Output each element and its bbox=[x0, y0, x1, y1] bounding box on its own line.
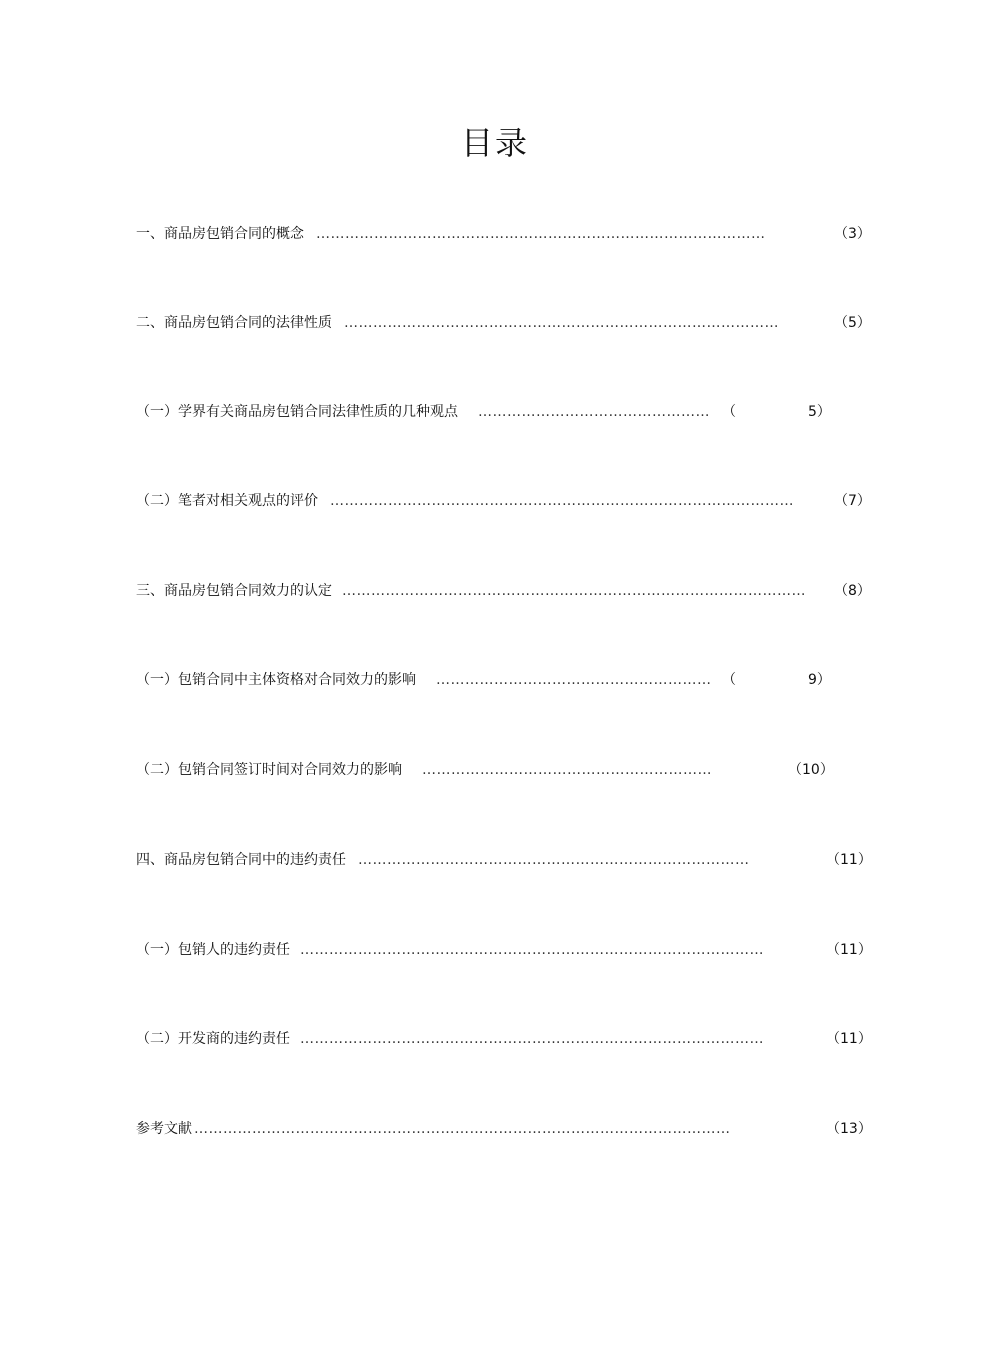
toc-entry[interactable] bbox=[136, 312, 871, 334]
toc-entry[interactable] bbox=[136, 401, 866, 423]
toc-leader: ………………………………………… bbox=[478, 404, 710, 420]
toc-leader: …………………………………………………………………………………… bbox=[330, 493, 794, 509]
toc-leader: …………………………………………………………………………………… bbox=[300, 1031, 764, 1047]
toc-page-bracket: （ bbox=[722, 404, 736, 420]
toc-page-number: （7） bbox=[834, 493, 871, 509]
toc-entry[interactable] bbox=[136, 849, 872, 871]
toc-entry[interactable] bbox=[136, 223, 871, 245]
toc-entry-text: （一）包销人的违约责任 bbox=[136, 942, 290, 958]
toc-page-number: （11） bbox=[826, 942, 872, 958]
toc-page-number: 5） bbox=[808, 404, 831, 420]
toc-page-number: （3） bbox=[834, 226, 871, 242]
toc-entry-text: （二）包销合同签订时间对合同效力的影响 bbox=[136, 762, 402, 778]
toc-entry[interactable] bbox=[136, 1118, 872, 1140]
toc-entry-text: 参考文献 bbox=[136, 1121, 192, 1137]
toc-page-number: （8） bbox=[834, 583, 871, 599]
toc-leader: …………………………………………………… bbox=[422, 762, 712, 778]
toc-entry-text: 一、商品房包销合同的概念 bbox=[136, 226, 304, 242]
toc-leader: ………………………………………………… bbox=[436, 672, 712, 688]
toc-page-number: （11） bbox=[826, 1031, 872, 1047]
toc-leader: ………………………………………………………………………………… bbox=[316, 226, 766, 242]
toc-leader: ……………………………………………………………………… bbox=[358, 852, 750, 868]
toc-page-number: （5） bbox=[834, 315, 871, 331]
toc-entry-text: 二、商品房包销合同的法律性质 bbox=[136, 315, 332, 331]
toc-entry-text: 四、商品房包销合同中的违约责任 bbox=[136, 852, 346, 868]
toc-entry-text: 三、商品房包销合同效力的认定 bbox=[136, 583, 332, 599]
toc-entry[interactable] bbox=[136, 759, 866, 781]
toc-entry-text: （二）开发商的违约责任 bbox=[136, 1031, 290, 1047]
toc-leader: ………………………………………………………………………………………………… bbox=[194, 1121, 731, 1137]
toc-entry-text: （二）笔者对相关观点的评价 bbox=[136, 493, 318, 509]
toc-leader: …………………………………………………………………………………… bbox=[300, 942, 764, 958]
toc-leader: …………………………………………………………………………………… bbox=[342, 583, 806, 599]
toc-entry[interactable] bbox=[136, 939, 872, 961]
page-title: 目录 bbox=[460, 124, 529, 162]
toc-page-bracket: （ bbox=[722, 672, 736, 688]
toc-page-number: （11） bbox=[826, 852, 872, 868]
toc-entry[interactable] bbox=[136, 669, 866, 691]
toc-leader: ……………………………………………………………………………… bbox=[344, 315, 779, 331]
toc-entry[interactable] bbox=[136, 490, 871, 512]
toc-page-number: 9） bbox=[808, 672, 831, 688]
toc-entry[interactable] bbox=[136, 580, 871, 602]
toc-entry-text: （一）学界有关商品房包销合同法律性质的几种观点 bbox=[136, 404, 458, 420]
toc-page-number: （10） bbox=[788, 762, 834, 778]
toc-entry[interactable] bbox=[136, 1028, 872, 1050]
toc-page-number: （13） bbox=[826, 1121, 872, 1137]
toc-entry-text: （一）包销合同中主体资格对合同效力的影响 bbox=[136, 672, 416, 688]
